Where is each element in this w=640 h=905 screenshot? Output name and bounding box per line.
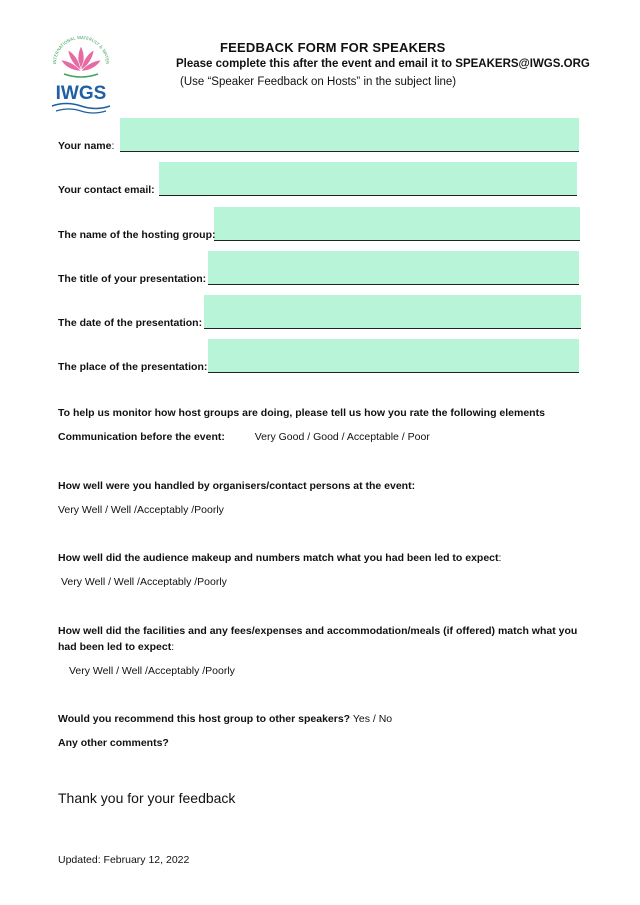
presentation-date-underline: [204, 328, 581, 329]
presentation-title-underline: [208, 284, 579, 285]
name-label: Your name:: [58, 140, 115, 152]
updated-date: Updated: February 12, 2022: [58, 854, 190, 866]
name-input[interactable]: [120, 118, 579, 152]
presentation-place-label: The place of the presentation:: [58, 361, 208, 373]
hosting-group-label: The name of the hosting group:: [58, 229, 216, 241]
logo-ring-text: INTERNATIONAL WATERLILY & WATER: [51, 34, 111, 65]
question-comments: Any other comments?: [58, 737, 169, 749]
instructions: Please complete this after the event and email it to SPEAKERS@IWGS.ORG: [176, 58, 590, 70]
question-facilities-line1: How well did the facilities and any fees/expenses and accommodation/meals (if offered) match what you: [58, 625, 578, 637]
question-recommend: Would you recommend this host group to other speakers? Yes / No: [58, 713, 393, 725]
question-facilities-line2: had been led to expect:: [58, 641, 175, 653]
email-underline: [159, 195, 577, 196]
email-label: Your contact email:: [58, 184, 155, 196]
rating-intro: To help us monitor how host groups are doing, please tell us how you rate the following elements: [58, 407, 545, 419]
presentation-date-input[interactable]: [204, 295, 581, 329]
iwgs-logo: [44, 28, 118, 118]
presentation-place-input[interactable]: [208, 339, 579, 373]
page-title: FEEDBACK FORM FOR SPEAKERS: [220, 40, 446, 55]
name-underline: [120, 151, 579, 152]
logo-text: IWGS: [55, 83, 107, 104]
presentation-place-underline: [208, 372, 579, 373]
recommend-options[interactable]: Yes / No: [352, 713, 393, 725]
hosting-group-input[interactable]: [214, 207, 580, 241]
presentation-title-label: The title of your presentation:: [58, 273, 207, 285]
thank-you-text: Thank you for your feedback: [58, 790, 236, 806]
question-audience: How well did the audience makeup and numbers match what you had been led to expect:: [58, 552, 502, 564]
lotus-logo-icon: [44, 28, 118, 118]
audience-options[interactable]: Very Well / Well /Acceptably /Poorly: [61, 576, 227, 588]
subject-line-note: (Use “Speaker Feedback on Hosts” in the subject line): [180, 76, 457, 88]
presentation-date-label: The date of the presentation:: [58, 317, 203, 329]
facilities-options[interactable]: Very Well / Well /Acceptably /Poorly: [69, 665, 235, 677]
communication-options[interactable]: Very Good / Good / Acceptable / Poor: [254, 431, 430, 443]
question-communication: Communication before the event: Very Good / Good / Acceptable / Poor: [58, 431, 430, 443]
organisers-options[interactable]: Very Well / Well /Acceptably /Poorly: [58, 504, 224, 516]
hosting-group-underline: [214, 240, 580, 241]
question-organisers: How well were you handled by organisers/contact persons at the event:: [58, 480, 416, 492]
presentation-title-input[interactable]: [208, 251, 579, 285]
email-input[interactable]: [159, 162, 577, 196]
